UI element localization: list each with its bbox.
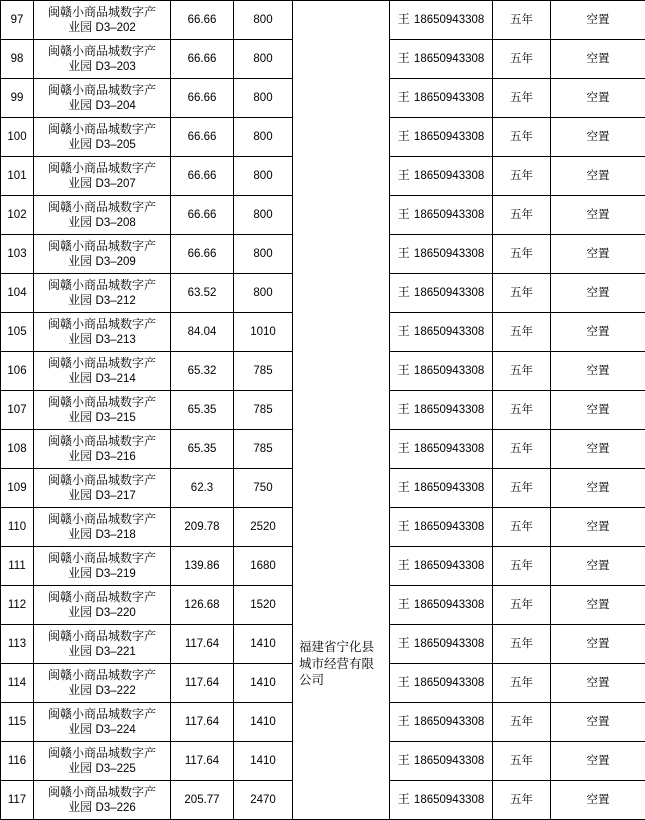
property-code: D3–202 [96, 22, 136, 34]
contact-surname: 王 [398, 207, 410, 221]
lease-term: 五年 [493, 79, 551, 118]
property-name-line1: 闽赣小商品城数字产 [34, 473, 170, 488]
property-name-line2 [34, 20, 170, 35]
area-value: 209.78 [171, 508, 234, 547]
contact-phone: 18650943308 [414, 131, 484, 143]
area-value: 66.66 [171, 235, 234, 274]
property-name-line2 [34, 449, 170, 464]
lease-term: 五年 [493, 742, 551, 781]
property-name-suffix: 业园 [68, 761, 92, 775]
contact-surname: 王 [398, 441, 410, 455]
status-badge: 空置 [551, 703, 645, 742]
rent-value: 785 [234, 352, 293, 391]
owner-company-name: 福建省宁化县城市经营有限公司 [293, 639, 383, 690]
lease-term: 五年 [493, 196, 551, 235]
property-name-suffix: 业园 [68, 605, 92, 619]
row-index: 97 [1, 1, 34, 40]
contact-phone: 18650943308 [414, 443, 484, 455]
contact-phone: 18650943308 [414, 248, 484, 260]
row-index: 109 [1, 469, 34, 508]
row-index: 108 [1, 430, 34, 469]
contact-phone: 18650943308 [414, 170, 484, 182]
row-index: 101 [1, 157, 34, 196]
property-name-line1: 闽赣小商品城数字产 [34, 83, 170, 98]
status-badge: 空置 [551, 313, 645, 352]
contact-cell [390, 469, 493, 508]
contact-surname: 王 [398, 480, 410, 494]
property-name-suffix: 业园 [68, 98, 92, 112]
property-name-line1: 闽赣小商品城数字产 [34, 161, 170, 176]
property-name-line2 [34, 98, 170, 113]
lease-term: 五年 [493, 157, 551, 196]
area-value: 139.86 [171, 547, 234, 586]
property-name-line1: 闽赣小商品城数字产 [34, 44, 170, 59]
contact-surname: 王 [398, 168, 410, 182]
status-badge: 空置 [551, 781, 645, 820]
area-value: 65.35 [171, 430, 234, 469]
row-index: 102 [1, 196, 34, 235]
contact-cell [390, 508, 493, 547]
contact-surname: 王 [398, 519, 410, 533]
contact-cell [390, 40, 493, 79]
property-name-suffix: 业园 [68, 527, 92, 541]
status-badge: 空置 [551, 391, 645, 430]
property-name-suffix: 业园 [68, 410, 92, 424]
contact-phone: 18650943308 [414, 404, 484, 416]
property-name-line1: 闽赣小商品城数字产 [34, 668, 170, 683]
lease-term: 五年 [493, 586, 551, 625]
property-name-line2 [34, 59, 170, 74]
contact-cell [390, 157, 493, 196]
lease-term: 五年 [493, 1, 551, 40]
rent-value: 800 [234, 118, 293, 157]
property-name-suffix: 业园 [68, 293, 92, 307]
contact-cell [390, 313, 493, 352]
property-name-line1: 闽赣小商品城数字产 [34, 629, 170, 644]
row-index: 113 [1, 625, 34, 664]
lease-term: 五年 [493, 781, 551, 820]
property-name-line2 [34, 176, 170, 191]
rent-value: 785 [234, 430, 293, 469]
property-name-line1: 闽赣小商品城数字产 [34, 239, 170, 254]
rent-value: 1010 [234, 313, 293, 352]
rent-value: 800 [234, 196, 293, 235]
area-value: 66.66 [171, 40, 234, 79]
contact-surname: 王 [398, 636, 410, 650]
status-badge: 空置 [551, 625, 645, 664]
property-name-cell [34, 625, 171, 664]
property-code: D3–220 [96, 607, 136, 619]
row-index: 112 [1, 586, 34, 625]
property-name-cell [34, 1, 171, 40]
property-name-suffix: 业园 [68, 683, 92, 697]
property-name-cell [34, 313, 171, 352]
row-index: 100 [1, 118, 34, 157]
contact-surname: 王 [398, 129, 410, 143]
status-badge: 空置 [551, 430, 645, 469]
contact-cell [390, 391, 493, 430]
contact-surname: 王 [398, 402, 410, 416]
property-name-line1: 闽赣小商品城数字产 [34, 551, 170, 566]
property-code: D3–218 [96, 529, 136, 541]
lease-term: 五年 [493, 313, 551, 352]
property-name-cell [34, 235, 171, 274]
contact-cell [390, 742, 493, 781]
contact-cell [390, 274, 493, 313]
property-name-cell [34, 742, 171, 781]
status-badge: 空置 [551, 469, 645, 508]
rent-value: 800 [234, 157, 293, 196]
property-name-line1: 闽赣小商品城数字产 [34, 278, 170, 293]
property-name-line2 [34, 644, 170, 659]
area-value: 117.64 [171, 742, 234, 781]
lease-term: 五年 [493, 625, 551, 664]
row-index: 117 [1, 781, 34, 820]
property-name-suffix: 业园 [68, 59, 92, 73]
property-code: D3–224 [96, 724, 136, 736]
property-name-line1: 闽赣小商品城数字产 [34, 434, 170, 449]
property-code: D3–215 [96, 412, 136, 424]
contact-phone: 18650943308 [414, 365, 484, 377]
contact-phone: 18650943308 [414, 755, 484, 767]
area-value: 65.32 [171, 352, 234, 391]
property-name-cell [34, 274, 171, 313]
row-index: 114 [1, 664, 34, 703]
status-badge: 空置 [551, 79, 645, 118]
property-name-suffix: 业园 [68, 215, 92, 229]
status-badge: 空置 [551, 274, 645, 313]
property-name-suffix: 业园 [68, 254, 92, 268]
property-name-cell [34, 391, 171, 430]
property-name-line1: 闽赣小商品城数字产 [34, 5, 170, 20]
contact-surname: 王 [398, 792, 410, 806]
property-name-cell [34, 586, 171, 625]
contact-phone: 18650943308 [414, 326, 484, 338]
row-index: 116 [1, 742, 34, 781]
contact-phone: 18650943308 [414, 14, 484, 26]
status-badge: 空置 [551, 586, 645, 625]
rent-value: 2470 [234, 781, 293, 820]
owner-company-cell [293, 1, 390, 820]
area-value: 66.66 [171, 196, 234, 235]
property-name-line2 [34, 566, 170, 581]
property-name-line2 [34, 293, 170, 308]
status-badge: 空置 [551, 1, 645, 40]
row-index: 115 [1, 703, 34, 742]
property-name-line2 [34, 371, 170, 386]
contact-surname: 王 [398, 675, 410, 689]
contact-cell [390, 547, 493, 586]
contact-phone: 18650943308 [414, 521, 484, 533]
contact-surname: 王 [398, 12, 410, 26]
property-name-suffix: 业园 [68, 800, 92, 814]
property-name-cell [34, 703, 171, 742]
property-name-line1: 闽赣小商品城数字产 [34, 746, 170, 761]
property-name-suffix: 业园 [68, 722, 92, 736]
row-index: 107 [1, 391, 34, 430]
status-badge: 空置 [551, 40, 645, 79]
status-badge: 空置 [551, 664, 645, 703]
rent-value: 1410 [234, 625, 293, 664]
property-code: D3–207 [96, 178, 136, 190]
status-badge: 空置 [551, 196, 645, 235]
contact-phone: 18650943308 [414, 599, 484, 611]
property-name-suffix: 业园 [68, 332, 92, 346]
status-badge: 空置 [551, 547, 645, 586]
rent-value: 1520 [234, 586, 293, 625]
status-badge: 空置 [551, 235, 645, 274]
lease-term: 五年 [493, 508, 551, 547]
row-index: 104 [1, 274, 34, 313]
contact-phone: 18650943308 [414, 638, 484, 650]
property-name-line1: 闽赣小商品城数字产 [34, 356, 170, 371]
property-name-suffix: 业园 [68, 371, 92, 385]
status-badge: 空置 [551, 352, 645, 391]
contact-surname: 王 [398, 753, 410, 767]
contact-cell [390, 430, 493, 469]
area-value: 66.66 [171, 118, 234, 157]
property-name-line2 [34, 215, 170, 230]
rent-value: 750 [234, 469, 293, 508]
row-index: 105 [1, 313, 34, 352]
contact-phone: 18650943308 [414, 53, 484, 65]
status-badge: 空置 [551, 157, 645, 196]
property-code: D3–221 [96, 646, 136, 658]
lease-term: 五年 [493, 352, 551, 391]
property-name-cell [34, 547, 171, 586]
rent-value: 800 [234, 1, 293, 40]
contact-surname: 王 [398, 597, 410, 611]
property-name-line2 [34, 527, 170, 542]
contact-surname: 王 [398, 51, 410, 65]
contact-cell [390, 196, 493, 235]
property-code: D3–213 [96, 334, 136, 346]
contact-surname: 王 [398, 246, 410, 260]
row-index: 103 [1, 235, 34, 274]
property-code: D3–205 [96, 139, 136, 151]
property-name-line1: 闽赣小商品城数字产 [34, 785, 170, 800]
property-name-cell [34, 196, 171, 235]
property-name-line2 [34, 488, 170, 503]
property-name-suffix: 业园 [68, 176, 92, 190]
contact-phone: 18650943308 [414, 560, 484, 572]
property-name-line2 [34, 683, 170, 698]
area-value: 66.66 [171, 157, 234, 196]
property-code: D3–214 [96, 373, 136, 385]
property-name-line1: 闽赣小商品城数字产 [34, 317, 170, 332]
lease-term: 五年 [493, 430, 551, 469]
rent-value: 1410 [234, 703, 293, 742]
contact-cell [390, 664, 493, 703]
property-name-line1: 闽赣小商品城数字产 [34, 590, 170, 605]
contact-cell [390, 235, 493, 274]
property-name-line2 [34, 800, 170, 815]
property-name-suffix: 业园 [68, 20, 92, 34]
property-name-line2 [34, 605, 170, 620]
property-code: D3–203 [96, 61, 136, 73]
property-name-cell [34, 118, 171, 157]
area-value: 205.77 [171, 781, 234, 820]
rent-value: 800 [234, 274, 293, 313]
property-name-line2 [34, 410, 170, 425]
contact-surname: 王 [398, 90, 410, 104]
contact-cell [390, 118, 493, 157]
lease-term: 五年 [493, 469, 551, 508]
area-value: 84.04 [171, 313, 234, 352]
lease-term: 五年 [493, 664, 551, 703]
lease-term: 五年 [493, 274, 551, 313]
property-code: D3–226 [96, 802, 136, 814]
property-name-cell [34, 781, 171, 820]
property-name-cell [34, 469, 171, 508]
contact-phone: 18650943308 [414, 677, 484, 689]
rent-value: 800 [234, 79, 293, 118]
rent-value: 800 [234, 235, 293, 274]
lease-term: 五年 [493, 235, 551, 274]
area-value: 63.52 [171, 274, 234, 313]
status-badge: 空置 [551, 508, 645, 547]
property-name-cell [34, 430, 171, 469]
status-badge: 空置 [551, 742, 645, 781]
property-name-line1: 闽赣小商品城数字产 [34, 395, 170, 410]
contact-cell [390, 781, 493, 820]
rent-value: 800 [234, 40, 293, 79]
area-value: 126.68 [171, 586, 234, 625]
property-name-cell [34, 508, 171, 547]
property-name-suffix: 业园 [68, 488, 92, 502]
area-value: 66.66 [171, 79, 234, 118]
property-name-line1: 闽赣小商品城数字产 [34, 122, 170, 137]
rent-value: 1680 [234, 547, 293, 586]
property-name-line1: 闽赣小商品城数字产 [34, 707, 170, 722]
contact-phone: 18650943308 [414, 482, 484, 494]
contact-cell [390, 703, 493, 742]
contact-cell [390, 79, 493, 118]
contact-phone: 18650943308 [414, 209, 484, 221]
status-badge: 空置 [551, 118, 645, 157]
area-value: 117.64 [171, 703, 234, 742]
contact-surname: 王 [398, 558, 410, 572]
contact-surname: 王 [398, 714, 410, 728]
contact-surname: 王 [398, 285, 410, 299]
property-code: D3–212 [96, 295, 136, 307]
contact-surname: 王 [398, 363, 410, 377]
rent-value: 1410 [234, 742, 293, 781]
lease-term: 五年 [493, 391, 551, 430]
table-row [1, 1, 645, 40]
property-name-cell [34, 79, 171, 118]
property-code: D3–216 [96, 451, 136, 463]
property-code: D3–208 [96, 217, 136, 229]
lease-term: 五年 [493, 547, 551, 586]
property-name-line2 [34, 722, 170, 737]
property-code: D3–222 [96, 685, 136, 697]
rent-value: 2520 [234, 508, 293, 547]
property-name-line2 [34, 137, 170, 152]
contact-phone: 18650943308 [414, 287, 484, 299]
row-index: 98 [1, 40, 34, 79]
contact-phone: 18650943308 [414, 92, 484, 104]
property-name-cell [34, 352, 171, 391]
contact-cell [390, 352, 493, 391]
property-name-cell [34, 157, 171, 196]
contact-cell [390, 625, 493, 664]
contact-cell [390, 586, 493, 625]
row-index: 110 [1, 508, 34, 547]
row-index: 111 [1, 547, 34, 586]
lease-term: 五年 [493, 40, 551, 79]
property-name-line2 [34, 761, 170, 776]
property-name-line1: 闽赣小商品城数字产 [34, 200, 170, 215]
lease-term: 五年 [493, 703, 551, 742]
area-value: 62.3 [171, 469, 234, 508]
property-name-line1: 闽赣小商品城数字产 [34, 512, 170, 527]
property-name-suffix: 业园 [68, 644, 92, 658]
property-name-line2 [34, 254, 170, 269]
property-name-cell [34, 664, 171, 703]
row-index: 99 [1, 79, 34, 118]
property-code: D3–209 [96, 256, 136, 268]
property-name-suffix: 业园 [68, 137, 92, 151]
rent-value: 785 [234, 391, 293, 430]
rent-value: 1410 [234, 664, 293, 703]
property-code: D3–204 [96, 100, 136, 112]
property-code: D3–217 [96, 490, 136, 502]
area-value: 66.66 [171, 1, 234, 40]
area-value: 117.64 [171, 625, 234, 664]
contact-surname: 王 [398, 324, 410, 338]
area-value: 117.64 [171, 664, 234, 703]
property-name-cell [34, 40, 171, 79]
area-value: 65.35 [171, 391, 234, 430]
lease-term: 五年 [493, 118, 551, 157]
property-name-suffix: 业园 [68, 449, 92, 463]
property-name-suffix: 业园 [68, 566, 92, 580]
property-code: D3–225 [96, 763, 136, 775]
contact-phone: 18650943308 [414, 716, 484, 728]
contact-phone: 18650943308 [414, 794, 484, 806]
property-code: D3–219 [96, 568, 136, 580]
property-name-line2 [34, 332, 170, 347]
contact-cell [390, 1, 493, 40]
row-index: 106 [1, 352, 34, 391]
